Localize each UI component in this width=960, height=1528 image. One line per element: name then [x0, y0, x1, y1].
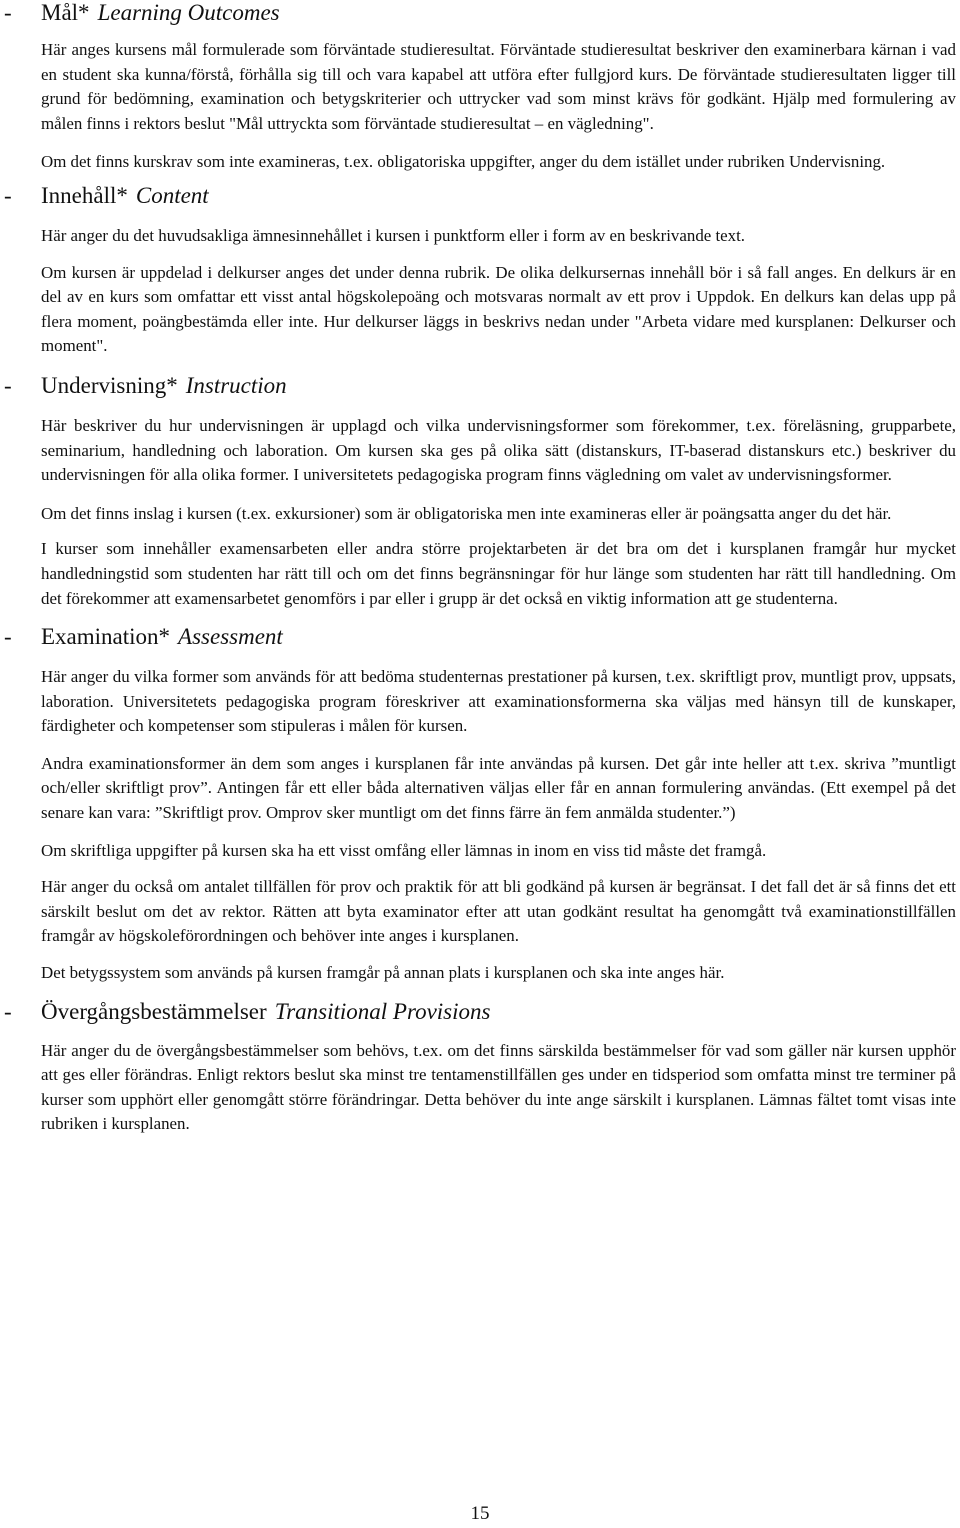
paragraph: I kurser som innehåller examensarbeten eller andra större projektarbeten är det bra om det i kursplanen framgår hur mycket handledningstid som studenten har rätt till och om det finns begränsningar för hur länge som studenten har rätt till handledning. Om det förekommer att examensarbetet genomförs i par eller i grupp är det också en viktig information att ge studenterna.: [41, 539, 956, 608]
paragraph: Det betygssystem som används på kursen framgår på annan plats i kursplanen och ska inte anges här.: [41, 963, 725, 983]
heading-swedish: Undervisning*: [41, 372, 178, 398]
section-instruction: [0, 373, 960, 611]
section-assessment: [0, 624, 960, 986]
list-dash: -: [4, 182, 12, 208]
list-dash: -: [4, 372, 12, 398]
list-dash: -: [4, 624, 12, 650]
paragraph: Här beskriver du hur undervisningen är upplagd och vilka undervisningsformer som förekommer, t.ex. föreläsning, grupparbete, seminarium, handledning och laboration. Om kursen ska ges på olika sätt (distanskurs, IT-baserad distanskurs etc.) beskriver du undervisningen för alla olika former. I universitetets pedagogiska program finns vägledning om valet av undervisningsformer.: [41, 415, 956, 485]
section-learning-outcomes: [0, 0, 960, 175]
heading-text: [41, 624, 283, 650]
paragraph: Om det finns inslag i kursen (t.ex. exkursioner) som är obligatoriska men inte examineras eller är poängsatta anger du det här.: [41, 503, 892, 523]
list-dash: -: [4, 998, 12, 1024]
section-transitional-provisions: [0, 999, 960, 1137]
paragraph: Om kursen är uppdelad i delkurser anges det under denna rubrik. De olika delkursernas innehåll bör i så fall anges. En delkurs är en del av en kurs som omfattar ett visst antal högskolepoäng och motsvaras normalt av ett prov i Uppdok. En delkurs kan delas upp på flera moment, poängbestämda eller inte. Hur delkurser läggs in beskrivs nedan under "Arbeta vidare med kursplanen: Delkurser och moment".: [41, 262, 956, 356]
paragraph: Om skriftliga uppgifter på kursen ska ha ett visst omfång eller lämnas in inom en viss tid måste det framgå.: [41, 840, 767, 860]
heading-text: [41, 183, 209, 209]
paragraph: Här anger du vilka former som används för att bedöma studenternas prestationer på kursen, t.ex. skriftligt prov, muntligt prov, uppsats, laboration. Universitetets pedagogiska program föreskriver att examinationsformerna ska väljas med hänsyn till de kunskaper, färdigheter och kompetenser som stipuleras i målen för kursen.: [41, 667, 956, 736]
section-heading: [0, 624, 960, 650]
heading-text: [41, 999, 490, 1025]
paragraph: Andra examinationsformer än dem som anges i kursplanen får inte användas på kursen. Det går inte heller att t.ex. skriva ”muntligt och/eller skriftligt prov”. Antingen får ett eller båda alternativen väljas eller får en annan formulering användas. (Ett exempel på det senare kan vara: ”Skriftligt prov. Omprov sker muntligt om det finns färre än fem anmälda studenter.”): [41, 753, 956, 823]
heading-swedish: Mål*: [41, 0, 90, 25]
heading-text: [41, 0, 280, 26]
heading-english: Learning Outcomes: [97, 0, 280, 25]
heading-text: [41, 373, 287, 399]
heading-swedish: Innehåll*: [41, 182, 128, 208]
heading-swedish: Övergångsbestämmelser: [41, 998, 267, 1024]
section-heading: [0, 0, 960, 26]
heading-english: Content: [135, 182, 209, 208]
paragraph: Här anger du de övergångsbestämmelser som behövs, t.ex. om det finns särskilda bestämmelser för vad som gäller när kursen upphör att ges eller förändras. Enligt rektors beslut ska minst tre tentamenstillfällen ges under en tidsperiod som omfatta minst tre terminer på kurser som upphört eller genomgått större förändringar. Detta behöver du inte ange särskilt i kursplanen. Lämnas fältet tomt visas inte rubriken i kursplanen.: [41, 1040, 956, 1134]
heading-swedish: Examination*: [41, 624, 171, 650]
paragraph: Här anger du det huvudsakliga ämnesinnehållet i kursen i punktform eller i form av en beskrivande text.: [41, 225, 746, 245]
paragraph: Om det finns kurskrav som inte examineras, t.ex. obligatoriska uppgifter, anger du dem istället under rubriken Undervisning.: [41, 152, 886, 172]
heading-english: Transitional Provisions: [274, 998, 491, 1024]
section-heading: [0, 999, 960, 1025]
paragraph: Här anges kursens mål formulerade som förväntade studieresultat. Förväntade studieresultat beskriver den examinerbara kärnan i vad en student ska kunna/förstå, förhålla sig till och vara kapabel att utföra efter fullgjord kurs. De förväntade studieresultaten ligger till grund för bedömning, examination och betygskriterier och uttrycker vad som minst krävs för godkänt. Hjälp med formulering av målen finns i rektors beslut "Mål uttryckta som förväntade studieresultat – en vägledning".: [41, 40, 956, 133]
paragraph: Här anger du också om antalet tillfällen för prov och praktik för att bli godkänd på kursen är begränsat. I det fall det är så finns det ett särskilt beslut om det av rektor. Rätten att byta examinator efter att utan godkänt resultat ha genomgått två examinationstillfällen framgår av högskoleförordningen och behöver inte anges i kursplanen.: [41, 877, 956, 946]
heading-english: Instruction: [185, 372, 287, 398]
section-content: [0, 183, 960, 359]
page-number: 15: [470, 1503, 490, 1524]
section-heading: [0, 373, 960, 399]
heading-english: Assessment: [178, 624, 283, 650]
list-dash: -: [4, 0, 12, 25]
section-heading: [0, 183, 960, 209]
